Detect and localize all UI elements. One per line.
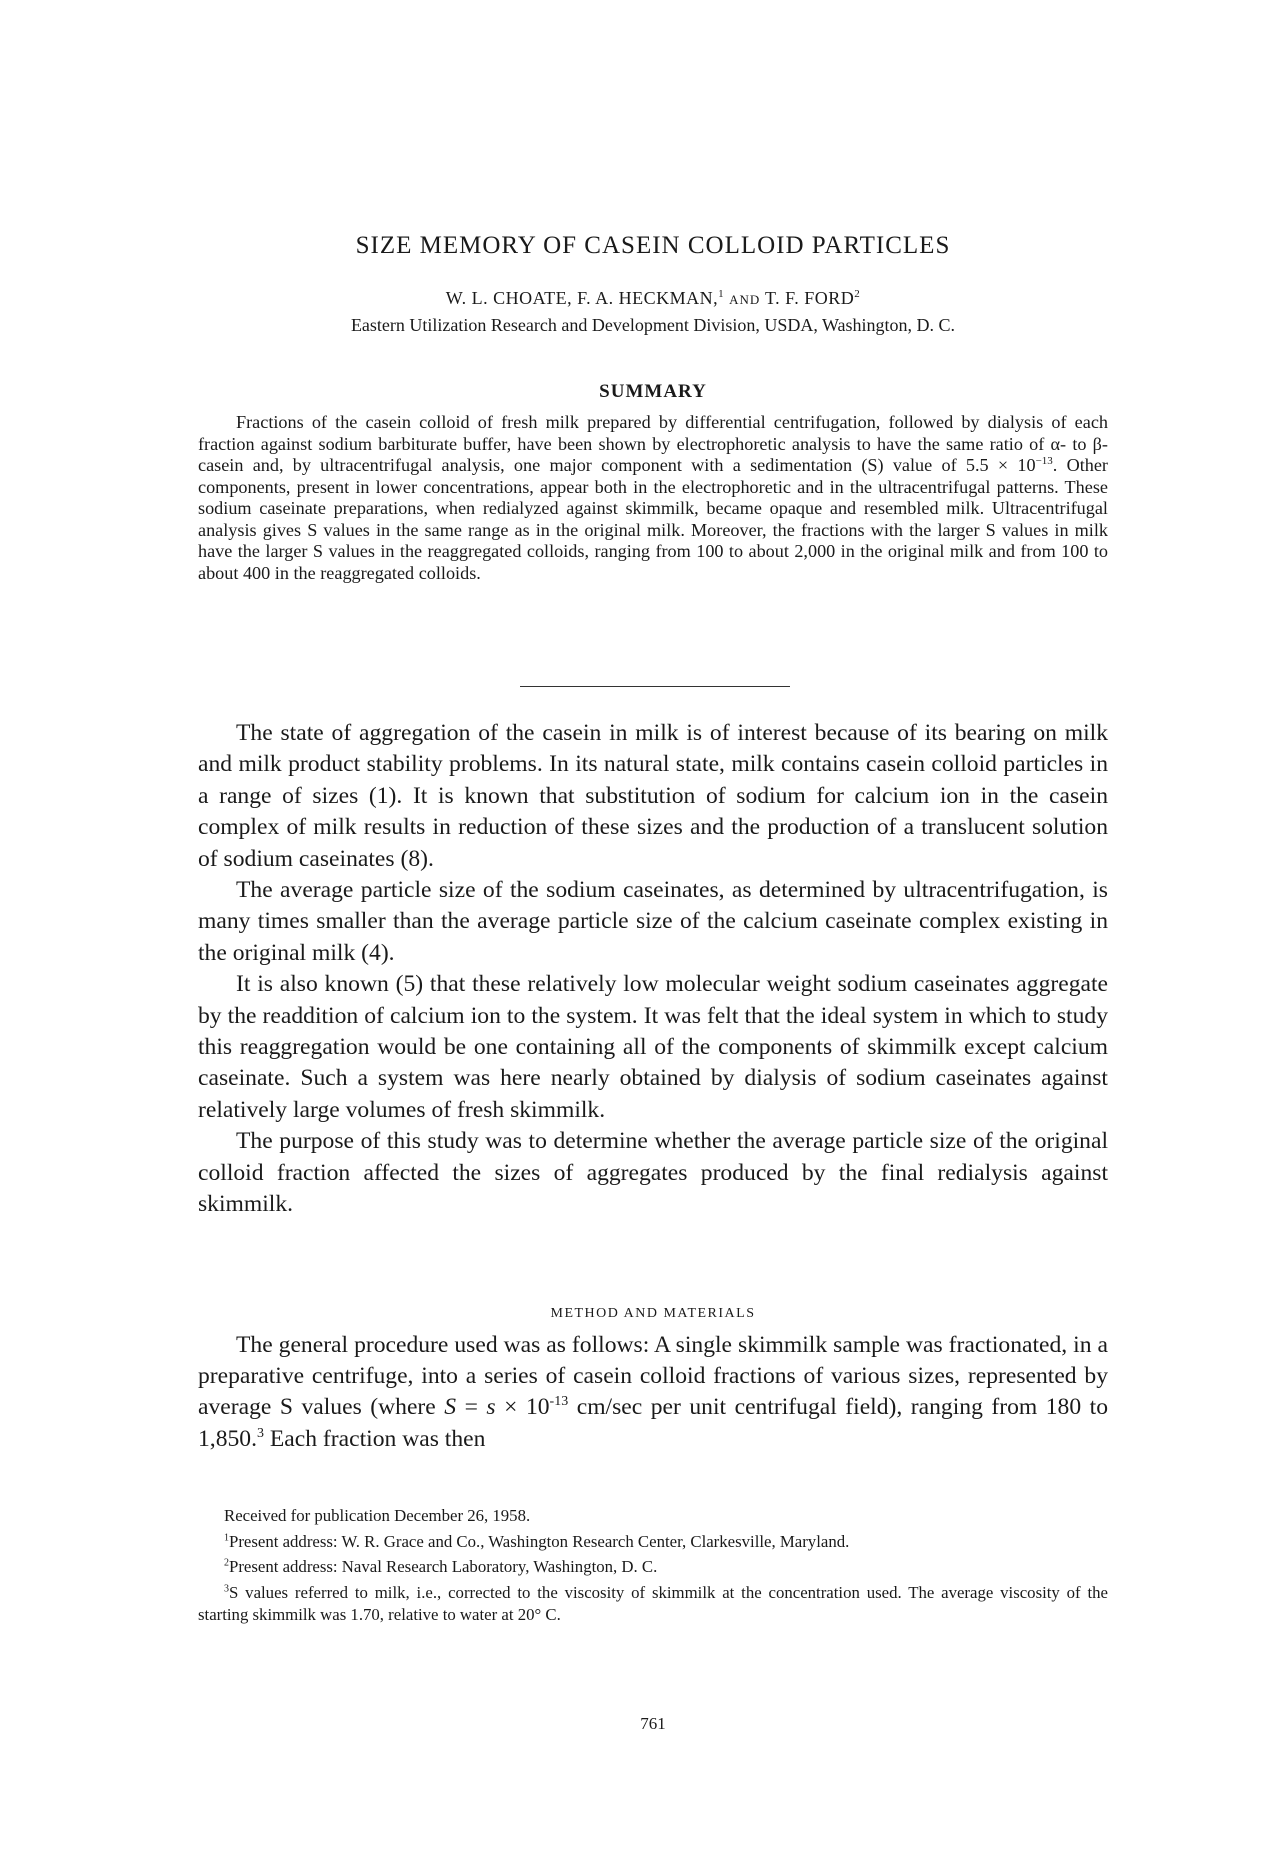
summary-text-b: . Other components, present in lower concentrations, appear both in the electrophoretic and in the ultracentrifugal patterns. These sodium caseinate preparations, when redialyzed against skimmilk, became opaque and resembled milk. Ultracentrifugal analysis gives S values in the same range as in the original milk. Moreover, the fractions with the larger S values in milk have the larger S values in the reaggregated colloids, ranging from 100 to about 2,000 in the original milk and from 100 to about 400 in the reaggregated colloids. (198, 455, 1108, 583)
methods-equals: = (456, 1394, 487, 1421)
intro-paragraph-3: It is also known (5) that these relatively low molecular weight sodium caseinates aggregate by the readdition of calcium ion to the system. It was felt that the ideal system in which to study this reaggregation would be one containing all of the components of skimmilk except calcium caseinate. Such a system was here nearly obtained by dialysis of sodium caseinates against relatively large volumes of fresh skimmilk. (198, 971, 1108, 1123)
summary-text-a: Fractions of the casein colloid of fresh milk prepared by differential centrifugation, followed by dialysis of each fraction against sodium barbiturate buffer, have been shown by electrophoretic analysis to have the same ratio of α- to β-casein and, by ultracentrifugal analysis, one major component with a sedimentation (S) value of 5.5 × 10 (198, 412, 1108, 475)
footnote-1 (198, 1531, 1108, 1554)
methods-text-a: The general procedure used was as follows: A single skimmilk sample was fractionated, in a preparative centrifuge, into a series of casein colloid fractions of various sizes, represented by average S values (where (198, 1332, 1108, 1421)
footnote-1-mark: 1 (224, 1531, 229, 1543)
introduction (198, 718, 1108, 1221)
article-title: SIZE MEMORY OF CASEIN COLLOID PARTICLES (355, 232, 951, 259)
footnotes (198, 1505, 1108, 1630)
methods-times: × 10 (495, 1394, 550, 1421)
footnote-1-text: Present address: W. R. Grace and Co., Washington Research Center, Clarkesville, Maryland. (229, 1531, 850, 1551)
footnote-3-mark: 3 (224, 1582, 229, 1594)
methods-S-symbol: S (444, 1394, 457, 1421)
author-line (198, 288, 1108, 309)
intro-paragraph-1: The state of aggregation of the casein in milk is of interest because of its bearing on milk and milk product stability problems. In its natural state, milk contains casein colloid particles in a range of sizes (1). It is known that substitution of sodium for calcium ion in the casein complex of milk results in reduction of these sizes and the production of a translucent solution of sodium caseinates (8). (198, 720, 1108, 872)
intro-paragraph-2: The average particle size of the sodium caseinates, as determined by ultracentrifugation, is many times smaller than the average particle size of the calcium caseinate complex existing in the original milk (4). (198, 877, 1108, 966)
authors-first: W. L. CHOATE, F. A. HECKMAN, (445, 288, 719, 308)
section-divider (520, 686, 790, 687)
received-note: Received for publication December 26, 1958. (224, 1506, 531, 1525)
author-affiliation: Eastern Utilization Research and Development Division, USDA, Washington, D. C. (350, 315, 956, 335)
methods-paragraph (198, 1330, 1108, 1455)
methods-heading: METHOD AND MATERIALS (550, 1306, 756, 1321)
methods-exponent: -13 (549, 1394, 569, 1410)
methods-s-symbol: s (486, 1394, 496, 1421)
authors-and: AND (729, 292, 761, 307)
page-number: 761 (640, 1714, 666, 1733)
footnote-2 (198, 1556, 1108, 1579)
footnote-3-text: S values referred to milk, i.e., corrected to the viscosity of skimmilk at the concentration used. The average viscosity of the starting skimmilk was 1.70, relative to water at 20° C. (198, 1582, 1108, 1624)
intro-paragraph-4: The purpose of this study was to determine whether the average particle size of the original colloid fraction affected the sizes of aggregates produced by the final redialysis against skimmilk. (198, 1128, 1108, 1218)
author-footnote-mark-2: 2 (854, 288, 861, 300)
footnote-3 (198, 1582, 1108, 1627)
methods-text-b: cm/sec per unit centrifugal field), ranging from 180 to 1,850. (198, 1394, 1109, 1452)
methods-footnote-mark-3: 3 (256, 1425, 264, 1441)
footnote-2-mark: 2 (224, 1557, 229, 1569)
authors-last: T. F. FORD (765, 288, 855, 308)
summary-text (198, 412, 1108, 584)
summary-heading: SUMMARY (599, 381, 707, 402)
methods-text-c: Each fraction was then (263, 1425, 486, 1452)
author-footnote-mark-1: 1 (718, 288, 725, 300)
footnote-2-text: Present address: Naval Research Laboratory, Washington, D. C. (229, 1557, 658, 1576)
summary-exponent: −13 (1035, 454, 1053, 467)
